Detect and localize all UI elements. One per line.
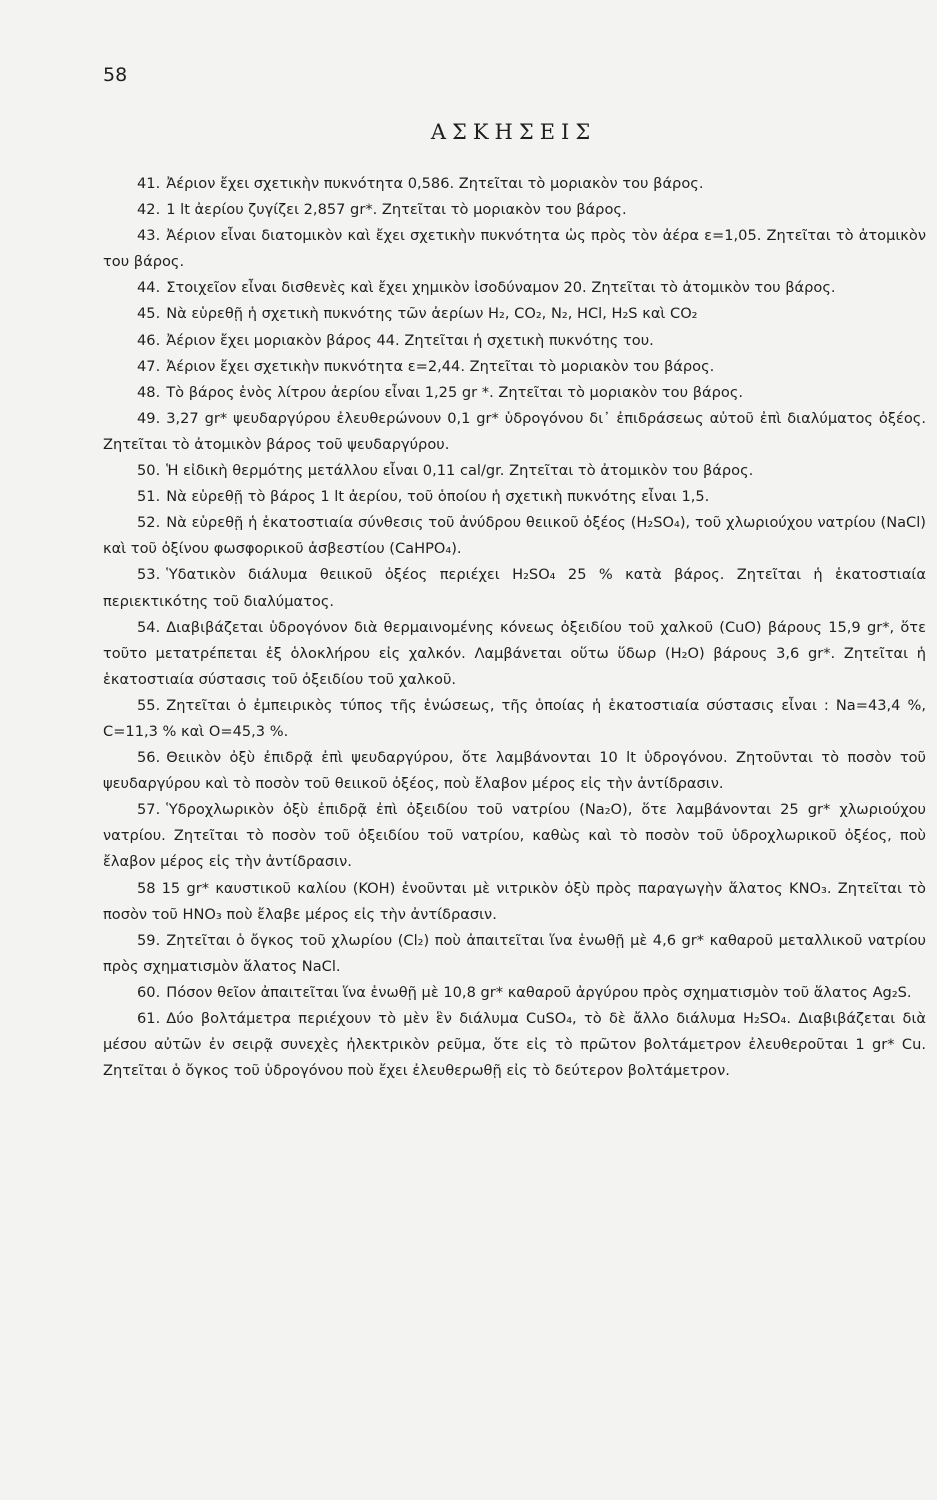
exercise-number: 45. [137,305,161,323]
exercise-number: 49. [137,409,161,427]
exercise-42 [103,197,926,223]
exercise-number: 42. [137,201,161,219]
exercise-text: Ἀέριον ἔχει μοριακὸν βάρος 44. Ζητεῖται ἡ σχετικὴ πυκνότης του. [166,331,654,349]
exercise-number: 55. [137,696,161,714]
exercise-number: 50. [137,462,161,480]
exercise-text: Ἀέριον ἔχει σχετικὴν πυκνότητα 0,586. Ζητεῖται τὸ μοριακὸν του βάρος. [166,175,704,192]
exercise-60 [103,980,926,1006]
exercise-number: 60. [137,983,161,1001]
exercise-61 [103,1006,926,1084]
exercise-number: 57. [137,801,161,819]
exercise-text: 15 gr* καυστικοῦ καλίου (KOH) ἑνοῦνται μὲ νιτρικὸν ὀξὺ πρὸς παραγωγὴν ἅλατος KNO₃. Ζητεῖται τὸ ποσὸν τοῦ HNO₃ ποὺ ἔλαβε μέρος εἰς τὴν ἀντίδρασιν. [103,879,926,923]
exercise-text: Νὰ εὑρεθῇ ἡ σχετικὴ πυκνότης τῶν ἀερίων H₂, CO₂, N₂, HCl, H₂S καὶ CO₂ [166,305,698,323]
exercise-46 [103,328,926,354]
exercise-text: 3,27 gr* ψευδαργύρου ἐλευθερώνουν 0,1 gr* ὑδρογόνου δι᾽ ἐπιδράσεως αὐτοῦ ἐπὶ διαλύματος ὀξέος. Ζητεῖται τὸ ἀτομικὸν βάρος τοῦ ψευδαργύρου. [103,409,926,453]
exercise-59 [103,928,926,980]
exercise-text: Διαβιβάζεται ὑδρογόνον διὰ θερμαινομένης κόνεως ὀξειδίου τοῦ χαλκοῦ (CuO) βάρους 15,9 gr*, ὅτε τοῦτο μετατρέπεται ἐξ ὁλοκλήρου εἰς χαλκόν. Λαμβάνεται οὕτω ὕδωρ (H₂O) βάρους 3,6 gr*. Ζητεῖται ἡ ἑκατοστιαία σύστασις τοῦ ὀξειδίου τοῦ χαλκοῦ. [103,618,926,688]
exercise-list [103,171,926,1084]
exercise-number: 44. [137,279,161,297]
exercise-text: Ἀέριον ἔχει σχετικὴν πυκνότητα ε=2,44. Ζητεῖται τὸ μοριακὸν του βάρος. [166,357,715,375]
exercise-58 [103,876,926,928]
exercise-text: Νὰ εὑρεθῇ τὸ βάρος 1 lt ἀερίου, τοῦ ὁποίου ἡ σχετικὴ πυκνότης εἶναι 1,5. [166,488,710,506]
exercise-41 [103,171,926,197]
exercise-number: 46. [137,331,161,349]
exercise-45 [103,301,926,327]
exercise-text: Στοιχεῖον εἶναι δισθενὲς καὶ ἔχει χημικὸν ἰσοδύναμον 20. Ζητεῖται τὸ ἀτομικὸν του βάρος. [166,279,836,297]
exercise-number: 48. [137,383,161,401]
exercise-48 [103,380,926,406]
exercise-text: Ζητεῖται ὁ ἐμπειρικὸς τύπος τῆς ἑνώσεως, τῆς ὁποίας ἡ ἑκατοστιαία σύστασις εἶναι : Na=43,4 %, C=11,3 % καὶ O=45,3 %. [103,696,926,740]
exercise-49 [103,406,926,458]
exercise-text: Ὑδατικὸν διάλυμα θειικοῦ ὀξέος περιέχει H₂SO₄ 25 % κατὰ βάρος. Ζητεῖται ἡ ἑκατοστιαία περιεκτικότης τοῦ διαλύματος. [103,566,926,610]
exercise-text: 1 lt ἀερίου ζυγίζει 2,857 gr*. Ζητεῖται τὸ μοριακὸν του βάρος. [166,201,627,219]
exercise-text: Ἀέριον εἶναι διατομικὸν καὶ ἔχει σχετικὴν πυκνότητα ὡς πρὸς τὸν ἀέρα ε=1,05. Ζητεῖται τὸ ἀτομικὸν του βάρος. [103,227,926,271]
exercise-number: 52. [137,514,161,532]
exercise-44 [103,275,926,301]
exercise-47 [103,354,926,380]
exercise-text: Δύο βολτάμετρα περιέχουν τὸ μὲν ἓν διάλυμα CuSO₄, τὸ δὲ ἄλλο διάλυμα H₂SO₄. Διαβιβάζεται διὰ μέσου αὐτῶν ἐν σειρᾷ συνεχὲς ἠλεκτρικὸν ρεῦμα, ὅτε εἰς τὸ πρῶτον βολτάμετρον ἐλευθεροῦται 1 gr* Cu. Ζητεῖται ὁ ὄγκος τοῦ ὑδρογόνου ποὺ ἔχει ἐλευθερωθῇ εἰς τὸ δεύτερον βολτάμετρον. [103,1010,926,1080]
exercise-55 [103,693,926,745]
exercise-54 [103,615,926,693]
exercise-number: 56. [137,749,161,767]
exercise-text: Πόσον θεῖον ἀπαιτεῖται ἵνα ἑνωθῇ μὲ 10,8 gr* καθαροῦ ἀργύρου πρὸς σχηματισμὸν τοῦ ἅλατος Ag₂S. [166,983,912,1001]
exercise-51 [103,484,926,510]
exercise-text: Ζητεῖται ὁ ὄγκος τοῦ χλωρίου (Cl₂) ποὺ ἀπαιτεῖται ἵνα ἑνωθῇ μὲ 4,6 gr* καθαροῦ μεταλλικοῦ νατρίου πρὸς σχηματισμὸν ἅλατος NaCl. [103,931,926,975]
exercise-43 [103,223,926,275]
exercise-57 [103,797,926,875]
exercise-number: 53. [137,566,161,584]
exercise-number: 43. [137,227,161,245]
exercise-52 [103,510,926,562]
exercise-number: 47. [137,357,161,375]
exercise-50 [103,458,926,484]
exercise-number: 61. [137,1010,161,1027]
exercise-number: 58 [137,879,156,897]
page-title: ΑΣΚΗΣΕΙΣ [430,120,597,144]
exercise-text: Τὸ βάρος ἑνὸς λίτρου ἀερίου εἶναι 1,25 gr *. Ζητεῖται τὸ μοριακὸν του βάρος. [166,383,744,401]
exercise-number: 59. [137,931,161,949]
exercise-text: Ἡ εἰδικὴ θερμότης μετάλλου εἶναι 0,11 cal/gr. Ζητεῖται τὸ ἀτομικὸν του βάρος. [166,462,754,480]
exercise-56 [103,745,926,797]
exercise-text: Θειικὸν ὀξὺ ἐπιδρᾷ ἐπὶ ψευδαργύρου, ὅτε λαμβάνονται 10 lt ὑδρογόνου. Ζητοῦνται τὸ ποσὸν τοῦ ψευδαργύρου καὶ τὸ ποσὸν τοῦ θειικοῦ ὀξέος, ποὺ ἔλαβον μέρος εἰς τὴν ἀντίδρασιν. [103,749,926,793]
exercise-number: 54. [137,618,161,636]
page-number: 58 [103,64,128,86]
exercise-text: Νὰ εὑρεθῇ ἡ ἑκατοστιαία σύνθεσις τοῦ ἀνύδρου θειικοῦ ὀξέος (H₂SO₄), τοῦ χλωριούχου νατρίου (NaCl) καὶ τοῦ ὀξίνου φωσφορικοῦ ἀσβεστίου (CaHPO₄). [103,514,926,558]
exercise-text: Ὑδροχλωρικὸν ὀξὺ ἐπιδρᾷ ἐπὶ ὀξειδίου τοῦ νατρίου (Na₂O), ὅτε λαμβάνονται 25 gr* χλωριούχου νατρίου. Ζητεῖται τὸ ποσὸν τοῦ ὀξειδίου τοῦ νατρίου, καθὼς καὶ τὸ ποσὸν τοῦ ὑδροχλωρικοῦ ὀξέος, ποὺ ἔλαβον μέρος εἰς τὴν ἀντίδρασιν. [103,801,926,871]
exercise-number: 41. [137,175,161,192]
exercise-53 [103,562,926,614]
exercise-number: 51. [137,488,161,506]
